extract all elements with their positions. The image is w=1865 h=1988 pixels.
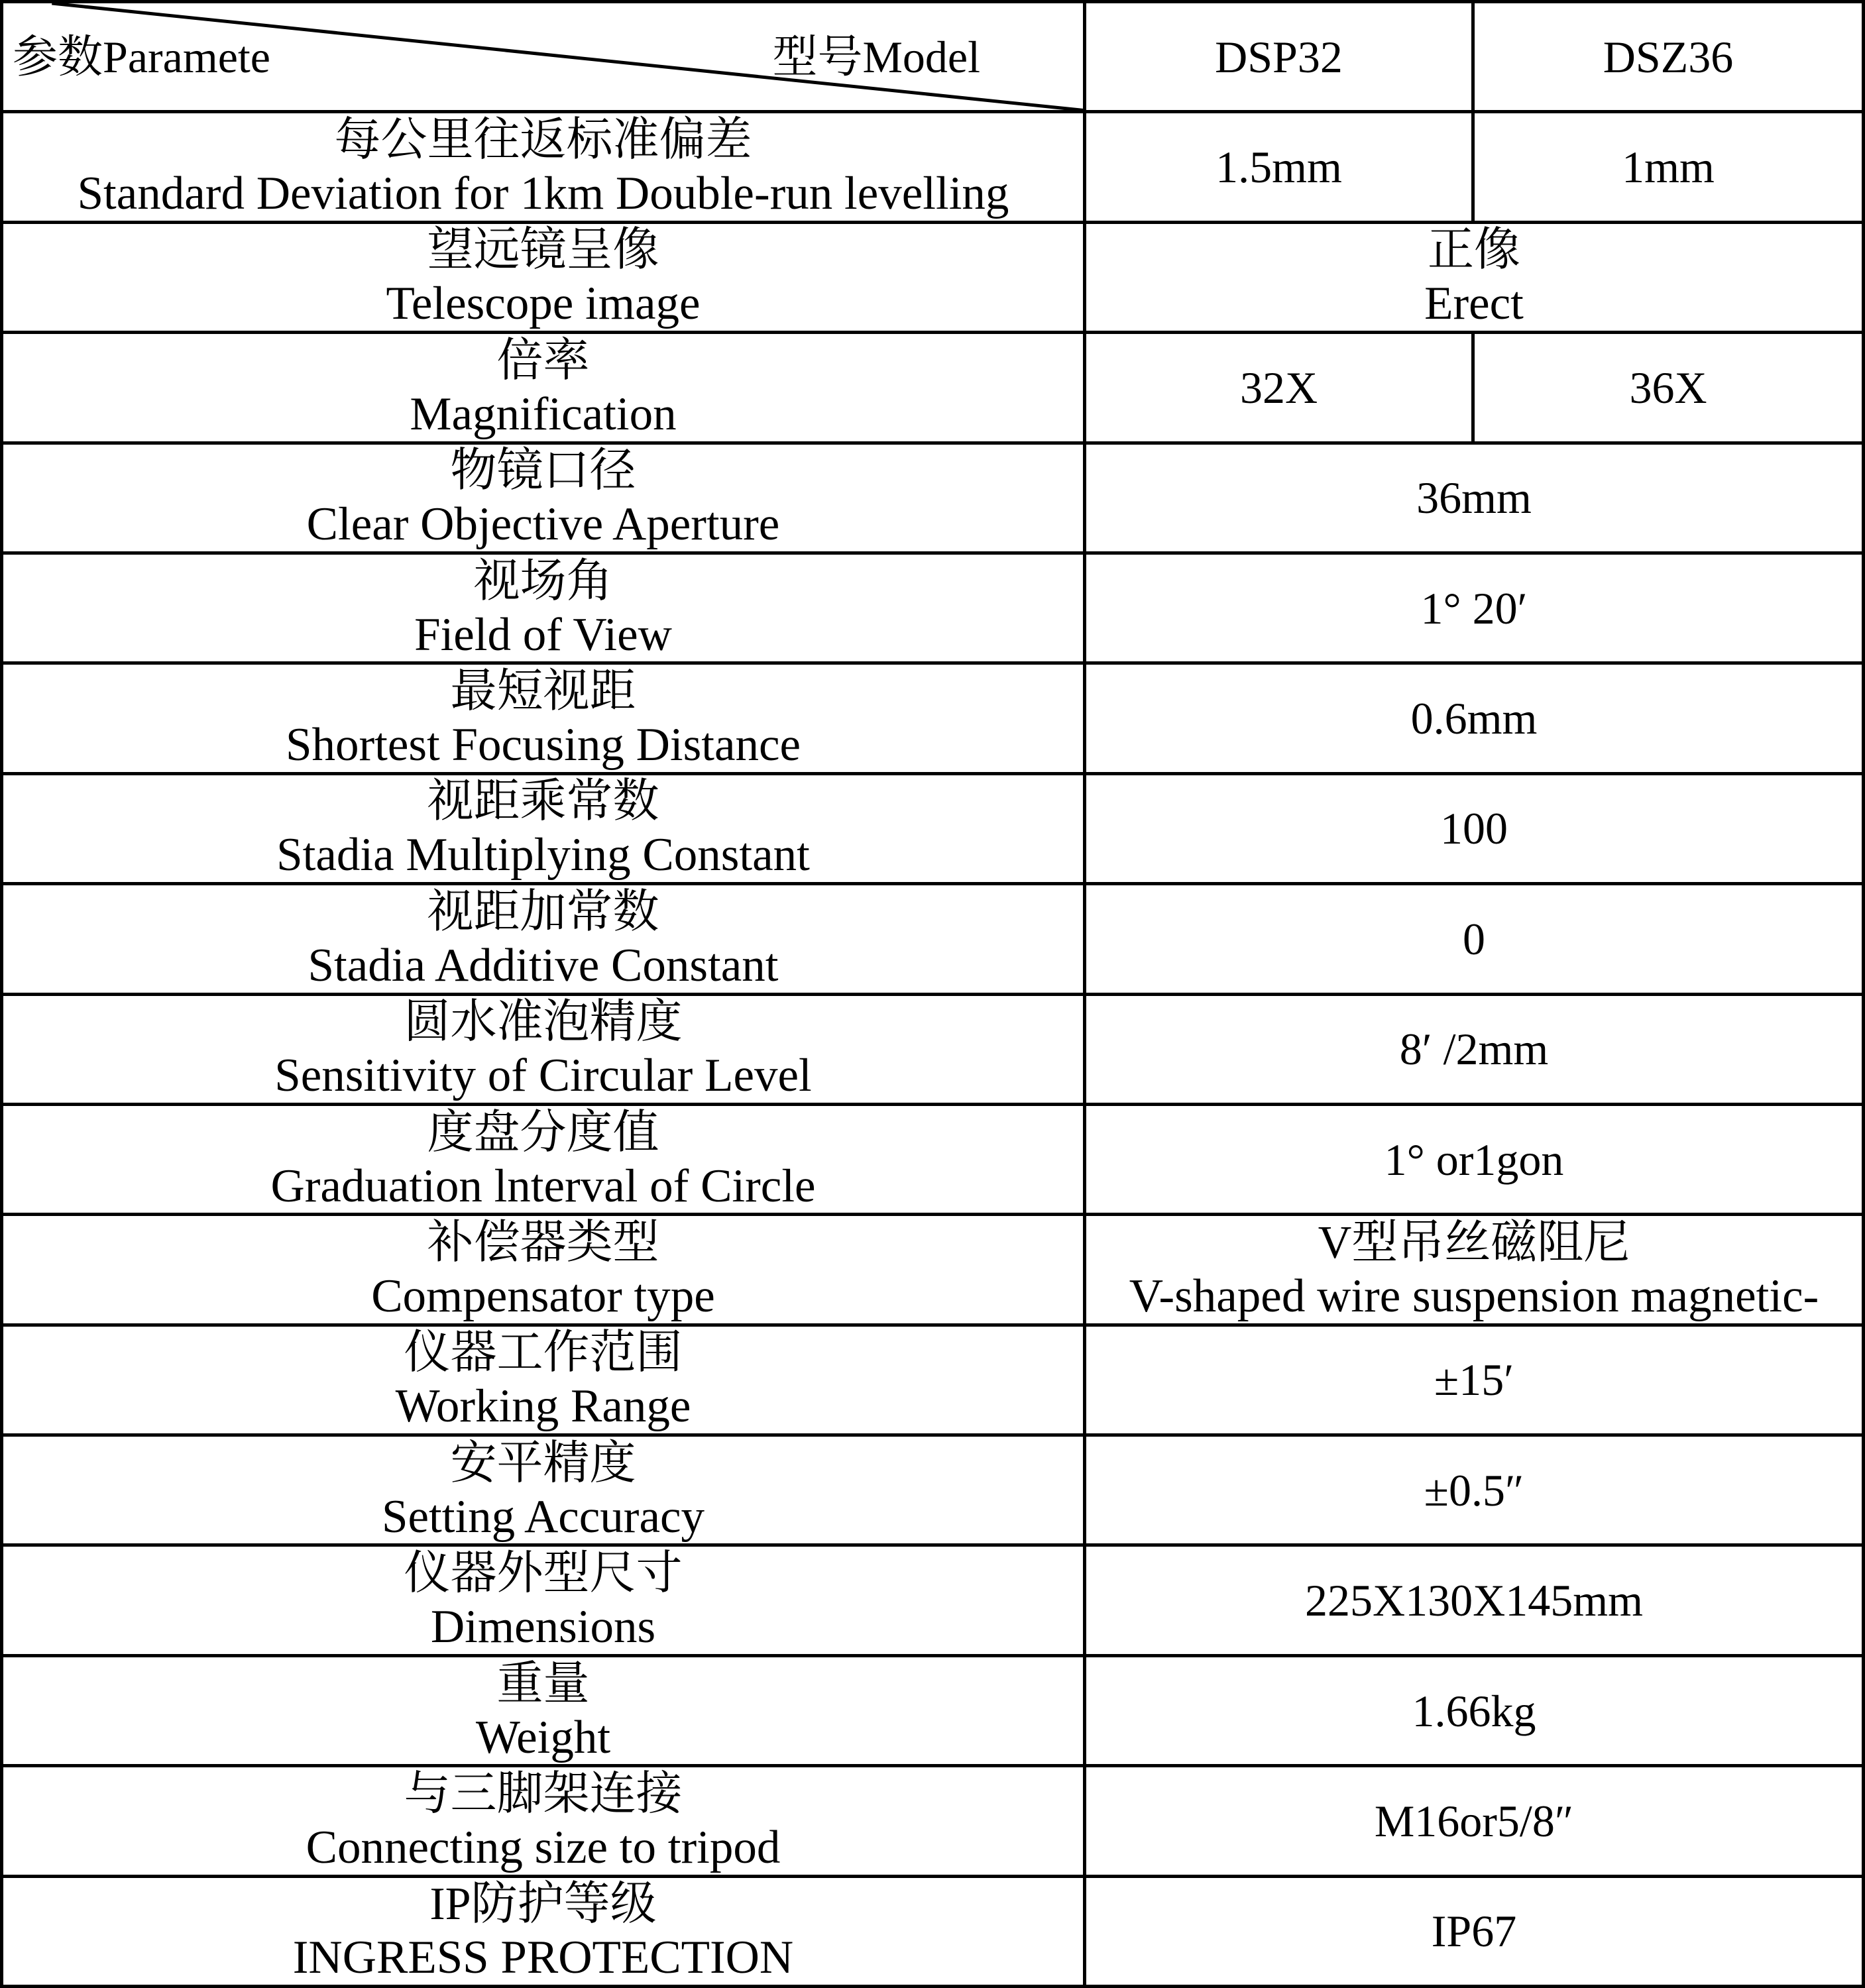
value-dsz36: 36X [1629, 362, 1707, 413]
param-name-cn: 每公里往返标准偏差 [334, 115, 752, 166]
spec-row-circular-level-sensitivity [3, 996, 1865, 1106]
spec-row-weight [3, 1657, 1865, 1767]
param-name-en: Magnification [410, 388, 677, 440]
param-name-en: Setting Accuracy [382, 1490, 705, 1543]
param-name-en: Stadia Multiplying Constant [276, 829, 810, 881]
param-cell [3, 1657, 1086, 1767]
value-cell-shared [1086, 885, 1865, 995]
param-cell [3, 113, 1086, 223]
param-name-en: Sensitivity of Circular Level [274, 1050, 812, 1102]
table-header-row [3, 3, 1865, 113]
param-name-en: Stadia Additive Constant [308, 939, 779, 991]
param-cell [3, 224, 1086, 334]
value-cn: 正像 [1428, 225, 1520, 276]
spec-row-objective-aperture [3, 445, 1865, 555]
value-shared: 1.66kg [1412, 1685, 1536, 1736]
param-cell [3, 885, 1086, 995]
param-name-en: Dimensions [430, 1601, 656, 1653]
value-cn: V型吊丝磁阻尼 [1318, 1217, 1630, 1268]
param-name-cn: 物镜口径 [450, 445, 636, 497]
spec-row-stadia-additive-constant [3, 885, 1865, 995]
value-cell-shared [1086, 445, 1865, 555]
value-shared: 225X130X145mm [1305, 1575, 1643, 1626]
value-cell-dsz36 [1475, 113, 1865, 223]
value-shared: 36mm [1416, 472, 1532, 524]
value-cell-shared [1086, 775, 1865, 885]
value-shared: 1° or1gon [1384, 1134, 1564, 1185]
value-cell-shared [1086, 1878, 1865, 1988]
model-name: DSZ36 [1603, 31, 1734, 82]
param-name-cn: 仪器外型尺寸 [404, 1548, 683, 1600]
param-name-cn: 重量 [496, 1658, 590, 1710]
value-cell-dsp32 [1086, 334, 1475, 444]
spec-row-shortest-focusing-distance [3, 665, 1865, 775]
value-cell-shared [1086, 555, 1865, 665]
param-name-cn: 与三脚架连接 [404, 1768, 683, 1820]
param-label: 参数Paramete [13, 31, 270, 82]
value-cell-shared [1086, 1327, 1865, 1437]
param-name-cn: 望远镜呈像 [427, 225, 659, 276]
param-cell [3, 334, 1086, 444]
param-name-en: Compensator type [371, 1270, 715, 1322]
param-name-en: Shortest Focusing Distance [286, 719, 801, 771]
param-name-cn: 最短视距 [450, 666, 636, 718]
value-cell-shared [1086, 1216, 1865, 1326]
value-shared: 0.6mm [1410, 693, 1538, 744]
param-name-en: Standard Deviation for 1km Double-run levelling [77, 168, 1009, 220]
value-cell-shared [1086, 1547, 1865, 1657]
spec-row-setting-accuracy [3, 1437, 1865, 1547]
value-dsz36: 1mm [1622, 142, 1715, 193]
value-en: V-shaped wire suspension magnetic- [1129, 1270, 1819, 1322]
param-cell [3, 555, 1086, 665]
value-cell-shared [1086, 996, 1865, 1106]
value-cell-shared [1086, 1437, 1865, 1547]
spec-row-magnification [3, 334, 1865, 444]
param-name-en: INGRESS PROTECTION [292, 1932, 794, 1984]
value-shared: 8′ /2mm [1399, 1024, 1549, 1075]
param-cell [3, 1437, 1086, 1547]
value-dsp32: 32X [1239, 362, 1318, 413]
model-label: 型号Model [772, 31, 980, 82]
param-name-en: Telescope image [386, 278, 701, 330]
param-name-en: Field of View [414, 608, 672, 661]
param-name-cn: 度盘分度值 [427, 1107, 659, 1158]
value-cell-shared [1086, 1767, 1865, 1877]
value-dsp32: 1.5mm [1215, 142, 1342, 193]
value-cell-shared [1086, 1106, 1865, 1216]
value-shared: 0 [1463, 913, 1485, 964]
value-cell-dsp32 [1086, 113, 1475, 223]
value-shared: IP67 [1431, 1906, 1517, 1957]
spec-row-ingress-protection [3, 1878, 1865, 1988]
param-cell [3, 1327, 1086, 1437]
param-name-en: Connecting size to tripod [306, 1821, 781, 1873]
param-name-cn: 补偿器类型 [427, 1217, 659, 1268]
param-cell [3, 1216, 1086, 1326]
value-shared: 100 [1440, 803, 1508, 854]
spec-row-telescope-image [3, 224, 1865, 334]
value-shared: M16or5/8″ [1374, 1795, 1574, 1846]
param-name-cn: 仪器工作范围 [404, 1327, 683, 1379]
param-name-en: Weight [475, 1711, 611, 1763]
spec-row-working-range [3, 1327, 1865, 1437]
param-name-cn: 视场角 [473, 555, 613, 607]
value-cell-shared [1086, 1657, 1865, 1767]
spec-row-compensator-type [3, 1216, 1865, 1326]
param-cell [3, 1106, 1086, 1216]
spec-row-field-of-view [3, 555, 1865, 665]
spec-row-stadia-multiplying-constant [3, 775, 1865, 885]
param-name-en: Clear Objective Aperture [306, 498, 780, 551]
param-cell [3, 1878, 1086, 1988]
param-name-en: Graduation lnterval of Circle [270, 1160, 816, 1212]
spec-row-standard-deviation [3, 113, 1865, 223]
value-en: Erect [1424, 278, 1524, 330]
spec-row-tripod-connection [3, 1767, 1865, 1877]
param-name-cn: 视距加常数 [427, 886, 659, 938]
value-shared: ±0.5″ [1424, 1464, 1524, 1516]
param-name-cn: 安平精度 [450, 1437, 636, 1489]
param-cell [3, 1767, 1086, 1877]
model-name: DSP32 [1215, 31, 1343, 82]
param-cell [3, 665, 1086, 775]
param-cell [3, 996, 1086, 1106]
model-header-dsp32 [1086, 3, 1475, 113]
param-name-cn: 圆水准泡精度 [404, 997, 683, 1048]
param-name-en: Working Range [395, 1380, 691, 1433]
value-cell-dsz36 [1475, 334, 1865, 444]
param-cell [3, 775, 1086, 885]
spec-row-dimensions [3, 1547, 1865, 1657]
spec-row-graduation-interval [3, 1106, 1865, 1216]
value-shared: 1° 20′ [1420, 582, 1528, 634]
value-cell-shared [1086, 224, 1865, 334]
param-name-cn: 视距乘常数 [427, 776, 659, 828]
value-shared: ±15′ [1434, 1354, 1514, 1406]
param-cell [3, 445, 1086, 555]
param-name-cn: IP防护等级 [429, 1879, 657, 1930]
header-corner-cell [3, 3, 1086, 113]
model-header-dsz36 [1475, 3, 1865, 113]
param-cell [3, 1547, 1086, 1657]
param-name-cn: 倍率 [496, 335, 590, 386]
value-cell-shared [1086, 665, 1865, 775]
